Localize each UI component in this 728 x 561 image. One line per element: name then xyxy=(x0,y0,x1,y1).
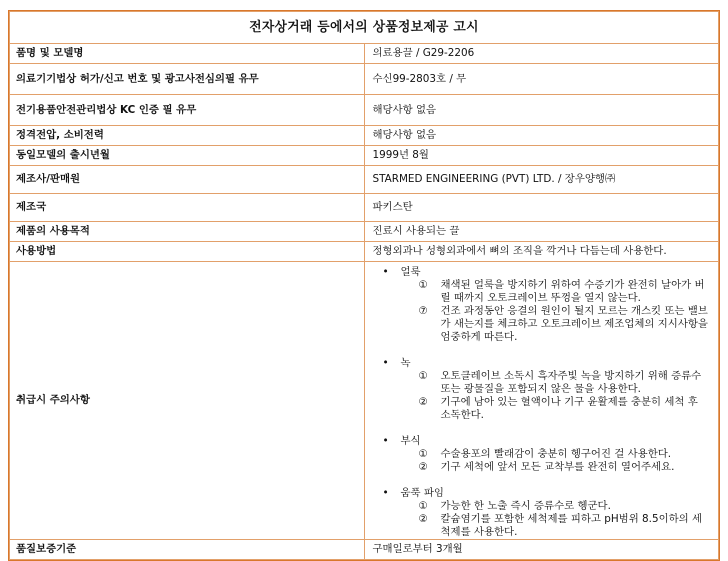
row-value-release-date: 1999년 8월 xyxy=(364,146,719,166)
item-text: 기구에 남아 있는 혈액이나 기구 윤활제를 충분히 세척 후 소독한다. xyxy=(440,396,698,421)
row-label-care: 취급시 주의사항 xyxy=(10,262,365,540)
section-heading: 녹 xyxy=(400,357,411,369)
table-row xyxy=(10,44,719,64)
row-label-permit: 의료기기법상 허가/신고 번호 및 광고사전심의필 유무 xyxy=(10,64,365,95)
item-text: 가능한 한 노출 즉시 증류수로 헹군다. xyxy=(440,500,611,512)
row-label-country: 제조국 xyxy=(10,194,365,222)
section-heading: 얼룩 xyxy=(400,266,421,278)
title-row xyxy=(10,12,719,44)
bullet-icon: • xyxy=(382,435,389,447)
item-number: ⑦ xyxy=(418,305,428,317)
care-instructions xyxy=(364,262,719,540)
table-row xyxy=(10,64,719,95)
row-value-product-model: 의료용끌 / G29-2206 xyxy=(364,44,719,64)
row-label-release-date: 동일모델의 출시년월 xyxy=(10,146,365,166)
table-row xyxy=(10,222,719,242)
row-value-country: 파키스탄 xyxy=(364,194,719,222)
item-text: 수술용포의 빨래감이 충분히 헹구어진 걸 사용한다. xyxy=(440,448,672,460)
item-number: ① xyxy=(418,279,428,291)
section-heading: 움푹 파임 xyxy=(400,487,444,499)
care-section-stain xyxy=(383,266,719,344)
row-label-manufacturer: 제조사/판매원 xyxy=(10,166,365,194)
item-text: 칼슘염기를 포함한 세척제를 피하고 pH범위 8.5이하의 세척제를 사용한다. xyxy=(440,513,703,538)
row-label-product-model: 품명 및 모델명 xyxy=(10,44,365,64)
item-number: ② xyxy=(418,461,428,473)
notice-title: 전자상거래 등에서의 상품정보제공 고시 xyxy=(10,12,719,44)
table-row xyxy=(10,242,719,262)
row-label-rated-voltage: 정격전압, 소비전력 xyxy=(10,126,365,146)
list-item xyxy=(419,396,711,422)
item-number: ② xyxy=(418,513,428,525)
item-text: 건조 과정동안 응결의 원인이 될지 모르는 개스킷 또는 밸브가 새는지를 체크하고 오토크레이브 제조업체의 지시사항을 엄중하게 따른다. xyxy=(440,305,708,343)
row-value-permit: 수신99-2803호 / 무 xyxy=(364,64,719,95)
list-item xyxy=(419,448,711,461)
item-text: 기구 세척에 앞서 모든 교착부를 완전히 열어주세요. xyxy=(440,461,675,473)
row-value-warranty: 구매일로부터 3개월 xyxy=(364,540,719,560)
table-row xyxy=(10,166,719,194)
item-number: ① xyxy=(418,370,428,382)
list-item xyxy=(419,513,711,539)
row-value-manufacturer: STARMED ENGINEERING (PVT) LTD. / 장우양행㈜ xyxy=(364,166,719,194)
list-item xyxy=(419,279,711,305)
bullet-icon: • xyxy=(382,266,389,278)
list-item xyxy=(419,500,711,513)
table-row xyxy=(10,194,719,222)
care-section-rust xyxy=(383,357,719,422)
table-row xyxy=(10,146,719,166)
row-label-purpose: 제품의 사용목적 xyxy=(10,222,365,242)
bullet-icon: • xyxy=(382,357,389,369)
list-item xyxy=(419,461,711,474)
list-item xyxy=(419,370,711,396)
info-table xyxy=(9,11,719,560)
row-label-kc-cert: 전기용품안전관리법상 KC 인증 필 유무 xyxy=(10,95,365,126)
row-value-purpose: 진료시 사용되는 끌 xyxy=(364,222,719,242)
list-item xyxy=(419,305,711,344)
table-row xyxy=(10,95,719,126)
item-text: 오토클레이브 소독시 흑자주빛 녹을 방지하기 위해 증류수 또는 광물질을 포함되지 않은 물을 사용한다. xyxy=(440,370,702,395)
table-row xyxy=(10,262,719,540)
row-label-usage: 사용방법 xyxy=(10,242,365,262)
item-number: ① xyxy=(418,448,428,460)
bullet-icon: • xyxy=(382,487,389,499)
item-text: 채색된 얼룩을 방지하기 위하여 수증기가 완전히 날아가 버릴 때까지 오토크레이브 뚜껑을 열지 않는다. xyxy=(440,279,705,304)
care-section-corrosion xyxy=(383,435,719,474)
row-label-warranty: 품질보증기준 xyxy=(10,540,365,560)
item-number: ① xyxy=(418,500,428,512)
product-info-notice xyxy=(8,10,720,561)
care-section-pitting xyxy=(383,487,719,539)
row-value-usage: 정형외과나 성형외과에서 뼈의 조직을 깍거나 다듬는데 사용한다. xyxy=(364,242,719,262)
section-heading: 부식 xyxy=(400,435,421,447)
row-value-rated-voltage: 해당사항 없음 xyxy=(364,126,719,146)
item-number: ② xyxy=(418,396,428,408)
row-value-kc-cert: 해당사항 없음 xyxy=(364,95,719,126)
table-row xyxy=(10,540,719,560)
table-row xyxy=(10,126,719,146)
